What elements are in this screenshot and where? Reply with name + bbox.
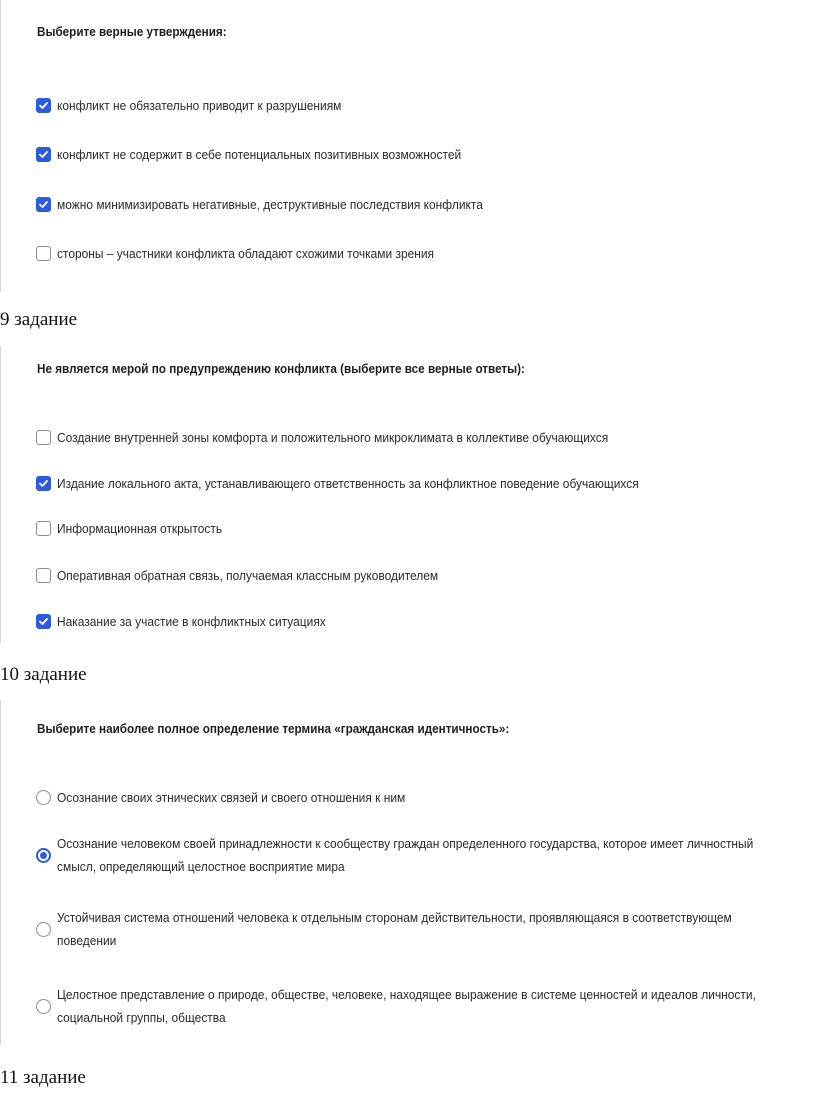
option-label: конфликт не содержит в себе потенциальных позитивных возможностей (57, 147, 462, 162)
option-3-3[interactable] (36, 906, 816, 952)
option-label: можно минимизировать негативные, деструктивные последствия конфликта (57, 197, 483, 212)
question-title-3: Выберите наиболее полное определение термина «гражданская идентичность»: (37, 721, 510, 736)
radio-empty-icon[interactable] (36, 999, 51, 1014)
option-label: Создание внутренней зоны комфорта и положительного микроклимата в коллективе обучающихся (57, 430, 609, 445)
checkbox-empty-icon[interactable] (36, 568, 51, 583)
option-label: стороны – участники конфликта обладают схожими точками зрения (57, 246, 435, 261)
option-2-5[interactable] (36, 610, 349, 633)
option-2-1[interactable] (36, 426, 656, 449)
option-label: Наказание за участие в конфликтных ситуациях (57, 614, 326, 629)
option-2-4[interactable] (36, 564, 471, 587)
radio-selected-icon[interactable] (36, 848, 51, 863)
task-heading-9: 9 задание (0, 309, 78, 330)
question-title-2: Не является мерой по предупреждению конфликта (выберите все верные ответы): (37, 361, 525, 376)
option-1-4[interactable] (36, 242, 467, 265)
question-title-1: Выберите верные утверждения: (37, 24, 227, 39)
option-2-3[interactable] (36, 517, 236, 540)
option-label: Осознание человеком своей принадлежности к сообществу граждан определенного государства, которое имеет личностный смысл, определяющий целостное восприятие мира (57, 836, 754, 874)
option-label: Устойчивая система отношений человека к отдельным сторонам действительности, проявляющаяся в соответствующем поведении (57, 910, 732, 948)
checkbox-checked-icon[interactable] (36, 197, 51, 212)
option-1-3[interactable] (36, 193, 520, 216)
option-3-1[interactable] (36, 786, 436, 809)
checkbox-empty-icon[interactable] (36, 521, 51, 536)
option-1-2[interactable] (36, 143, 496, 166)
option-label: Целостное представление о природе, обществе, человеке, находящее выражение в системе ценностей и идеалов личности, социальной группы, общества (57, 987, 756, 1025)
option-label: Информационная открытость (57, 521, 223, 536)
option-1-1[interactable] (36, 94, 366, 117)
option-3-2[interactable] (36, 832, 816, 878)
radio-empty-icon[interactable] (36, 790, 51, 805)
radio-empty-icon[interactable] (36, 922, 51, 937)
option-label: конфликт не обязательно приводит к разрушениям (57, 98, 342, 113)
task-heading-11: 11 задание (0, 1067, 86, 1088)
checkbox-empty-icon[interactable] (36, 246, 51, 261)
checkbox-checked-icon[interactable] (36, 614, 51, 629)
option-3-4[interactable] (36, 983, 816, 1029)
option-label: Осознание своих этнических связей и своего отношения к ним (57, 790, 406, 805)
checkbox-checked-icon[interactable] (36, 98, 51, 113)
option-label: Оперативная обратная связь, получаемая классным руководителем (57, 568, 439, 583)
option-2-2[interactable] (36, 472, 689, 495)
checkbox-checked-icon[interactable] (36, 476, 51, 491)
task-heading-10: 10 задание (0, 664, 87, 685)
option-label: Издание локального акта, устанавливающего ответственность за конфликтное поведение обучающихся (57, 476, 639, 491)
checkbox-checked-icon[interactable] (36, 147, 51, 162)
checkbox-empty-icon[interactable] (36, 430, 51, 445)
